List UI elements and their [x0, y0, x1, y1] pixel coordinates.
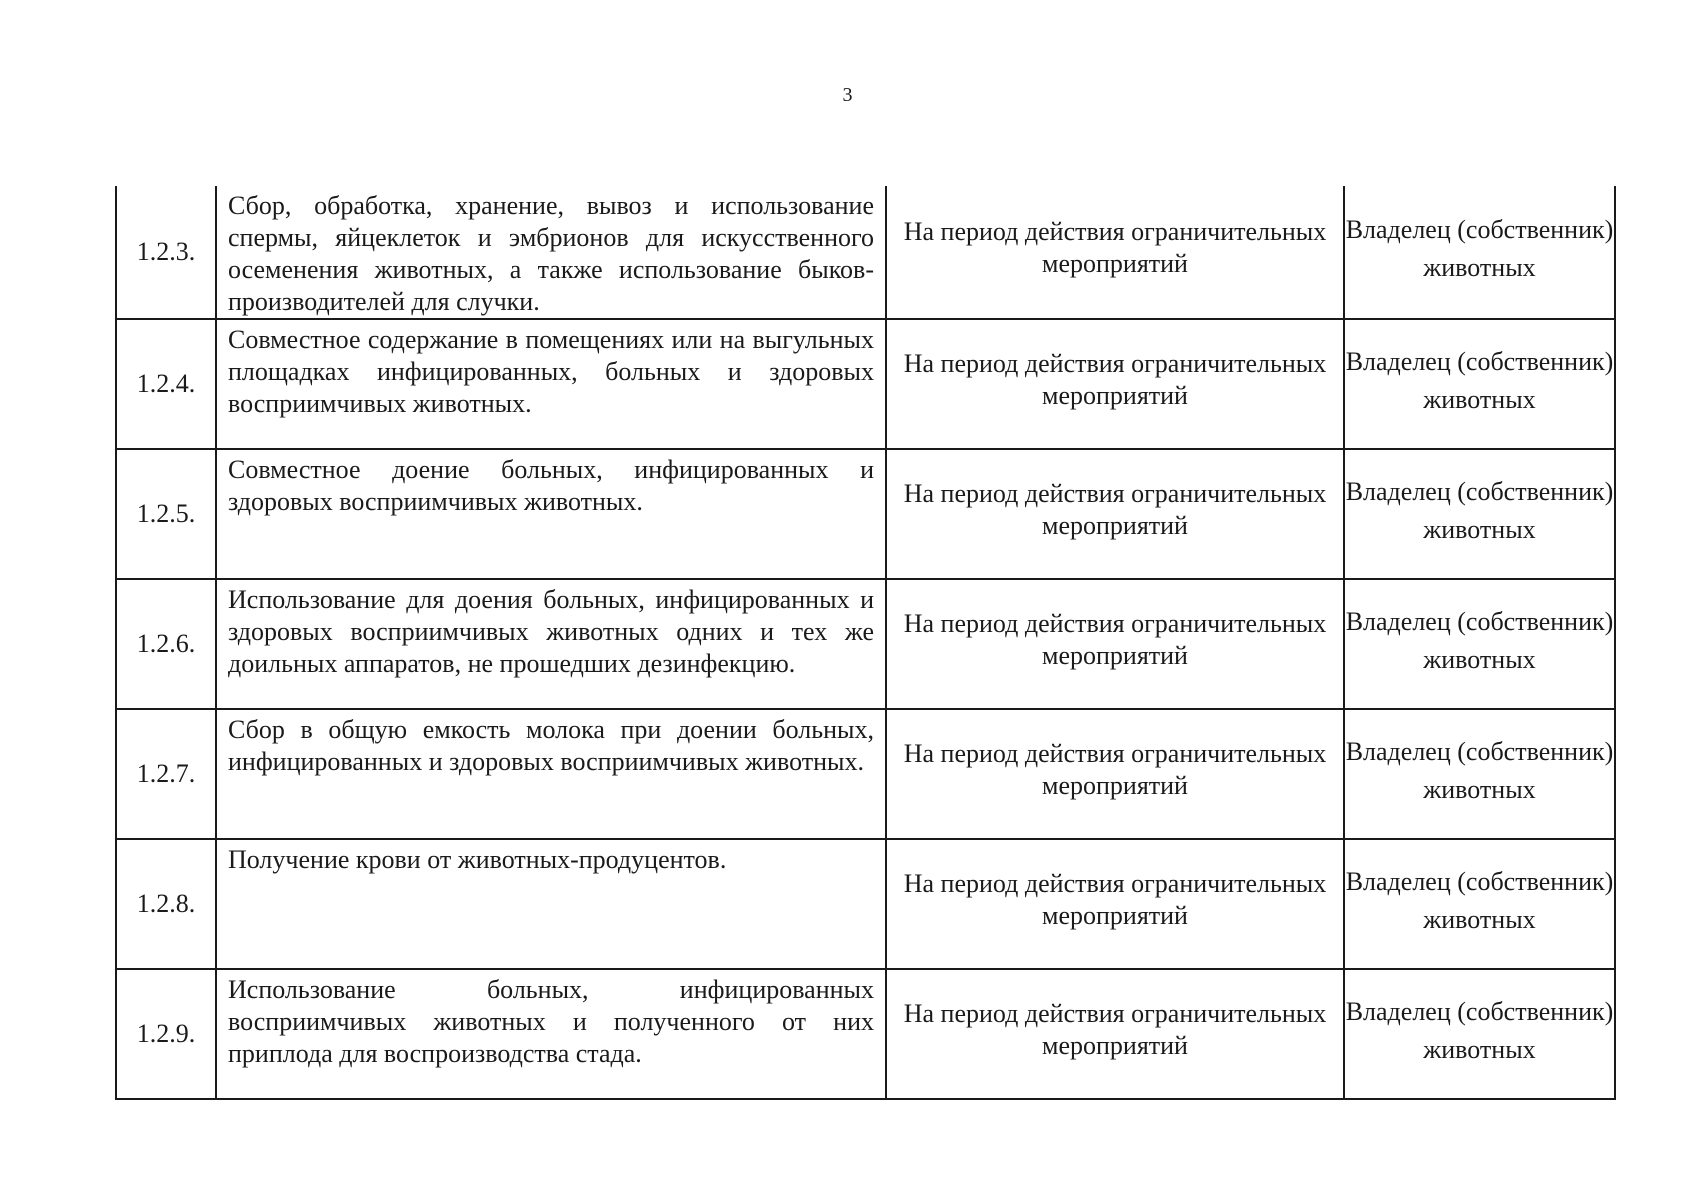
row-number: 1.2.8. — [116, 839, 216, 969]
table-row — [116, 449, 1615, 579]
table-row — [116, 319, 1615, 449]
measure-period: На период действия ограничительных мероприятий — [886, 186, 1344, 319]
measure-period: На период действия ограничительных мероприятий — [886, 319, 1344, 449]
measure-description: Использование больных, инфицированных восприимчивых животных и полученного от них приплода для воспроизводства стада. — [216, 969, 886, 1099]
row-number: 1.2.5. — [116, 449, 216, 579]
measure-period: На период действия ограничительных мероприятий — [886, 579, 1344, 709]
measure-period: На период действия ограничительных мероприятий — [886, 839, 1344, 969]
table-row — [116, 969, 1615, 1099]
page-number: 3 — [842, 84, 853, 106]
responsible-party: Владелец (собственник) животных — [1344, 969, 1615, 1099]
row-number: 1.2.4. — [116, 319, 216, 449]
responsible-party: Владелец (собственник) животных — [1344, 839, 1615, 969]
measure-description: Сбор, обработка, хранение, вывоз и использование спермы, яйцеклеток и эмбрионов для искусственного осеменения животных, а также использование быков-производителей для случки. — [216, 186, 886, 319]
measure-description: Сбор в общую емкость молока при доении больных, инфицированных и здоровых восприимчивых животных. — [216, 709, 886, 839]
responsible-party: Владелец (собственник) животных — [1344, 449, 1615, 579]
measures-table — [115, 186, 1616, 1100]
measure-description: Совместное содержание в помещениях или на выгульных площадках инфицированных, больных и здоровых восприимчивых животных. — [216, 319, 886, 449]
measure-description: Совместное доение больных, инфицированных и здоровых восприимчивых животных. — [216, 449, 886, 579]
measure-description: Использование для доения больных, инфицированных и здоровых восприимчивых животных одних и тех же доильных аппаратов, не прошедших дезинфекцию. — [216, 579, 886, 709]
responsible-party: Владелец (собственник) животных — [1344, 186, 1615, 319]
measure-period: На период действия ограничительных мероприятий — [886, 449, 1344, 579]
table-row — [116, 709, 1615, 839]
measure-description: Получение крови от животных-продуцентов. — [216, 839, 886, 969]
row-number: 1.2.9. — [116, 969, 216, 1099]
row-number: 1.2.3. — [116, 186, 216, 319]
table-row — [116, 579, 1615, 709]
table-row — [116, 839, 1615, 969]
measure-period: На период действия ограничительных мероприятий — [886, 969, 1344, 1099]
responsible-party: Владелец (собственник) животных — [1344, 319, 1615, 449]
row-number: 1.2.6. — [116, 579, 216, 709]
responsible-party: Владелец (собственник) животных — [1344, 579, 1615, 709]
responsible-party: Владелец (собственник) животных — [1344, 709, 1615, 839]
row-number: 1.2.7. — [116, 709, 216, 839]
table-row — [116, 186, 1615, 319]
measure-period: На период действия ограничительных мероприятий — [886, 709, 1344, 839]
